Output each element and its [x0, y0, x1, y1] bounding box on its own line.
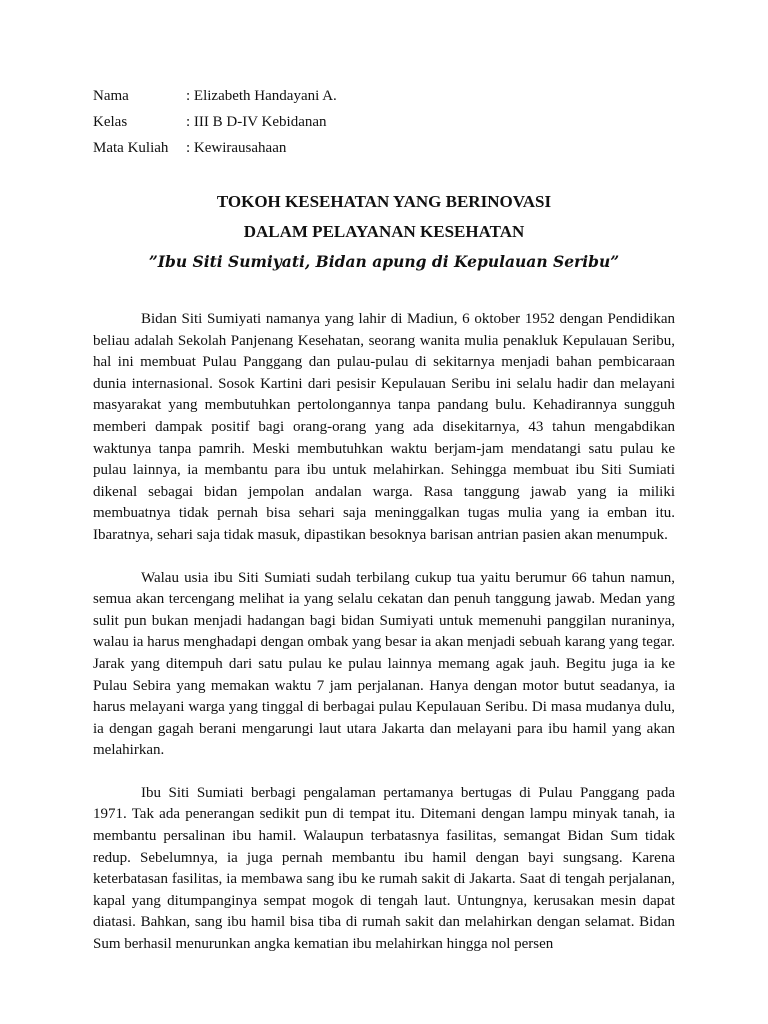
document-body	[93, 309, 675, 956]
info-value: : Elizabeth Handayani A.	[186, 88, 337, 104]
info-row-kelas	[93, 112, 493, 138]
info-row-nama	[93, 86, 493, 112]
body-paragraph: Walau usia ibu Siti Sumiati sudah terbilang cukup tua yaitu berumur 66 tahun namun, semua akan tercengang melihat ia yang selalu cekatan dan penuh tanggung jawab. Medan yang sulit pun bukan menjadi hadangan bagi bidan Sumiyati untuk memenuhi panggilan nuraninya, walau ia harus menghadapi dengan ombak yang besar ia akan menjadi sebuah karang yang tegar. Jarak yang ditempuh dari satu pulau ke pulau lainnya memang agak jauh. Begitu juga ia ke Pulau Sebira yang memakan waktu 7 jam perjalanan. Hanya dengan motor butut seadanya, ia harus melayani warga yang tinggal di berbagai pulau Kepulauan Seribu. Di masa mudanya dulu, ia dengan gagah berani mengarungi laut utara Jakarta dan melayani para ibu hamil yang akan melahirkan.	[93, 569, 675, 759]
body-paragraph: Bidan Siti Sumiyati namanya yang lahir di Madiun, 6 oktober 1952 dengan Pendidikan beliau adalah Sekolah Panjenang Kesehatan, seorang wanita mulia penakluk Kepulauan Seribu, hal ini membuat Pulau Panggang dan pulau-pulau di sekitarnya menjadi bahan pembicaraan dunia internasional. Sosok Kartini dari pesisir Kepulauan Seribu ini selalu hadir dan melayani masyarakat yang membutuhkan pertolongannya tanpa pandang bulu. Kehadirannya sungguh memberi dampak positif bagi orang-orang yang ada disekitarnya, 43 tahun mengabdikan waktunya tanpa pamrih. Meski membutuhkan waktu berjam-jam mendatangi satu pulau ke pulau lainnya, ia membantu para ibu untuk melahirkan. Sehingga membuat ibu Siti Sumiati dikenal sebagai bidan jempolan andalan warga. Rasa tanggung jawab yang ia miliki membuatnya tidak pernah bisa sehari saja meninggalkan tugas mulia yang ia emban itu. Ibaratnya, sehari saja tidak masuk, dipastikan besoknya barisan antrian pasien akan menumpuk.	[93, 311, 675, 543]
info-value: : III B D-IV Kebidanan	[186, 114, 327, 130]
info-label: Mata Kuliah	[93, 140, 169, 156]
info-label: Nama	[93, 88, 129, 104]
document-title-line-1: TOKOH KESEHATAN YANG BERINOVASI	[216, 192, 552, 211]
document-subtitle: ”Ibu Siti Sumiyati, Bidan apung di Kepulauan Seribu”	[148, 252, 620, 271]
student-info	[93, 86, 493, 164]
info-row-mata-kuliah	[93, 138, 493, 164]
document-title-line-2: DALAM PELAYANAN KESEHATAN	[243, 222, 525, 241]
info-label: Kelas	[93, 114, 128, 130]
body-paragraph: Ibu Siti Sumiati berbagi pengalaman pertamanya bertugas di Pulau Panggang pada 1971. Tak ada penerangan sedikit pun di tempat itu. Ditemani dengan lampu minyak tanah, ia membantu persalinan ibu hamil. Walaupun terbatasnya fasilitas, semangat Bidan Sum tidak redup. Sebelumnya, ia juga pernah membantu ibu hamil dengan bayi sungsang. Karena keterbatasan fasilitas, ia membawa sang ibu ke rumah sakit di Jakarta. Saat di tengah perjalanan, kapal yang ditumpanginya sempat mogok di tengah laut. Untungnya, kerusakan mesin dapat diatasi. Bahkan, sang ibu hamil bisa tiba di rumah sakit dan melahirkan dengan selamat. Bidan Sum berhasil menurunkan angka kematian ibu melahirkan hingga nol persen	[93, 784, 675, 953]
info-value: : Kewirausahaan	[186, 140, 287, 156]
